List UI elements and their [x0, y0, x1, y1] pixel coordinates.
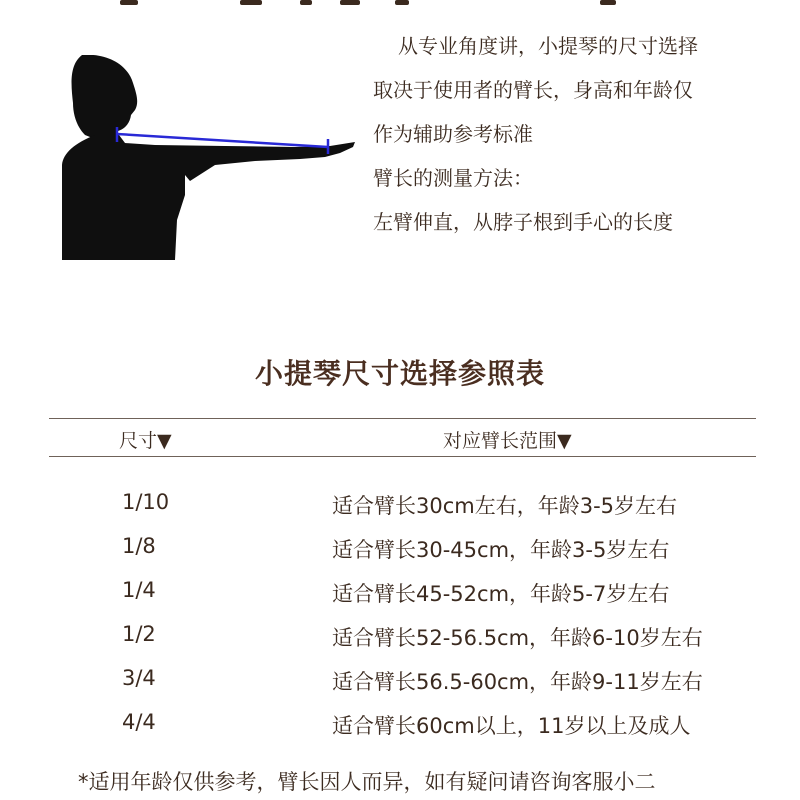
row-description: 适合臂长52-56.5cm，年龄6-10岁左右	[332, 626, 703, 650]
table-header-top-rule	[49, 418, 756, 419]
table-row	[0, 614, 800, 658]
intro-line: 从专业角度讲，小提琴的尺寸选择	[398, 34, 698, 58]
column-header-size: 尺寸▼	[119, 430, 172, 452]
table-header-bottom-rule	[49, 456, 756, 457]
table-row	[0, 526, 800, 570]
row-description: 适合臂长30-45cm，年龄3-5岁左右	[332, 538, 670, 562]
table-row	[0, 570, 800, 614]
table-row	[0, 702, 800, 746]
row-size: 4/4	[122, 710, 156, 734]
row-size: 1/8	[122, 534, 156, 558]
torso-arm-shape	[62, 135, 355, 260]
row-size: 1/2	[122, 622, 156, 646]
cropped-top-strip	[0, 0, 800, 8]
row-description: 适合臂长56.5-60cm，年龄9-11岁左右	[332, 670, 703, 694]
row-size: 1/10	[122, 490, 170, 514]
row-description: 适合臂长60cm以上，11岁以上及成人	[332, 714, 691, 738]
row-size: 3/4	[122, 666, 156, 690]
row-description: 适合臂长45-52cm，年龄5-7岁左右	[332, 582, 670, 606]
table-row	[0, 482, 800, 526]
size-table-body	[0, 482, 800, 746]
footnote: *适用年龄仅供参考，臂长因人而异，如有疑问请咨询客服小二	[78, 770, 656, 794]
arm-measurement-silhouette-icon	[55, 55, 365, 260]
head-shape	[72, 55, 138, 141]
row-size: 1/4	[122, 578, 156, 602]
intro-line: 臂长的测量方法：	[373, 166, 533, 190]
table-title: 小提琴尺寸选择参照表	[254, 357, 545, 390]
column-header-range: 对应臂长范围▼	[443, 430, 572, 452]
intro-text	[373, 24, 773, 244]
intro-line: 作为辅助参考标准	[373, 122, 533, 146]
table-row	[0, 658, 800, 702]
intro-line: 取决于使用者的臂长，身高和年龄仅	[373, 78, 693, 102]
intro-line: 左臂伸直，从脖子根到手心的长度	[373, 210, 673, 234]
row-description: 适合臂长30cm左右，年龄3-5岁左右	[332, 494, 678, 518]
